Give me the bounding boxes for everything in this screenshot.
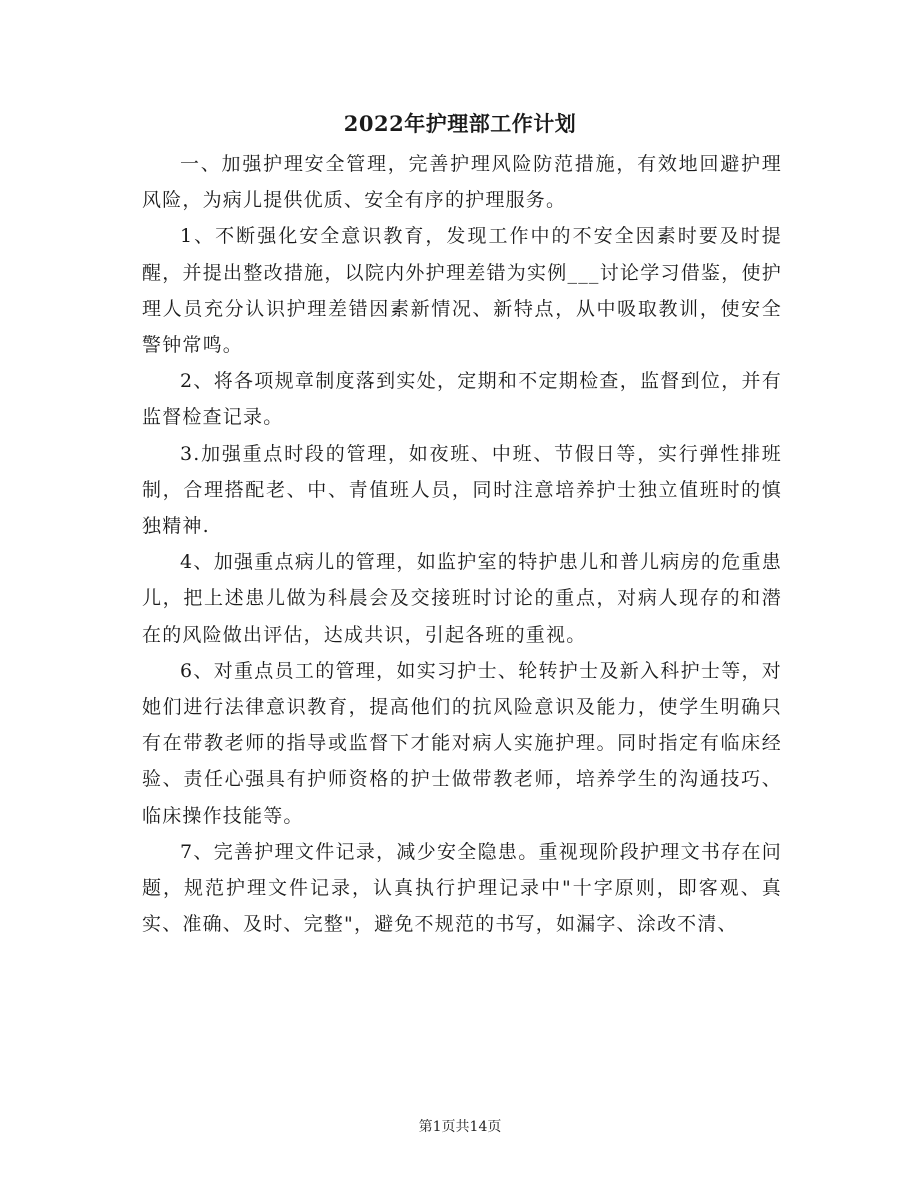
paragraph-7: 7、完善护理文件记录，减少安全隐患。重视现阶段护理文书存在问题，规范护理文件记录，认真执行护理记录中"十字原则，即客观、真实、准确、及时、完整"，避免不规范的书写，如漏字、涂改不清、 (142, 840, 782, 936)
paragraph-6: 6、对重点员工的管理，如实习护士、轮转护士及新入科护士等，对她们进行法律意识教育，提高他们的抗风险意识及能力，使学生明确只有在带教老师的指导或监督下才能对病人实施护理。同时指定有临床经验、责任心强具有护师资格的护士做带教老师，培养学生的沟通技巧、临床操作技能等。 (142, 659, 782, 827)
paragraph-4: 3.加强重点时段的管理，如夜班、中班、节假日等，实行弹性排班制，合理搭配老、中、青值班人员，同时注意培养护士独立值班时的慎独精神. (142, 442, 782, 538)
document-body (142, 146, 782, 942)
document-title: 2022年护理部工作计划 (343, 111, 577, 136)
paragraph-3: 2、将各项规章制度落到实处，定期和不定期检查，监督到位，并有监督检查记录。 (142, 370, 782, 429)
page-number-footer: 第1页共14页 (418, 1119, 502, 1135)
paragraph-2: 1、不断强化安全意识教育，发现工作中的不安全因素时要及时提醒，并提出整改措施，以院内外护理差错为实例___讨论学习借鉴，使护理人员充分认识护理差错因素新情况、新特点，从中吸取教训，使安全警钟常鸣。 (142, 225, 782, 357)
paragraph-1: 一、加强护理安全管理，完善护理风险防范措施，有效地回避护理风险，为病儿提供优质、安全有序的护理服务。 (142, 153, 782, 212)
paragraph-5: 4、加强重点病儿的管理，如监护室的特护患儿和普儿病房的危重患儿，把上述患儿做为科晨会及交接班时讨论的重点，对病人现存的和潜在的风险做出评估，达成共识，引起各班的重视。 (142, 551, 782, 646)
